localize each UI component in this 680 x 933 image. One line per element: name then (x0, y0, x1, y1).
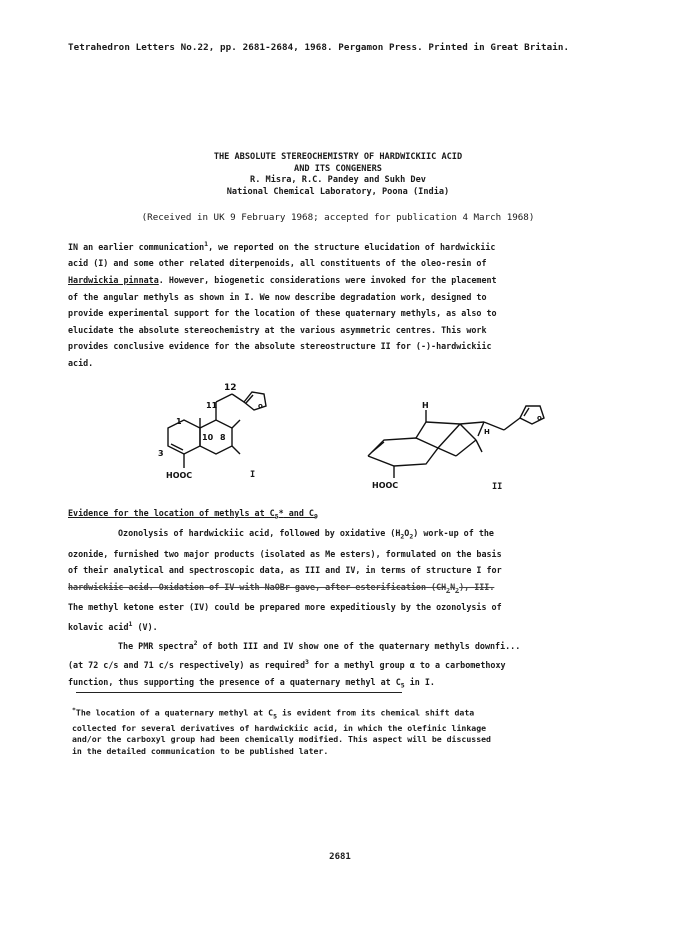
evidence-section: Evidence for the location of methyls at $C_5*$ and $C_9$ Ozonolysis of hardwickiic acid, followed by oxidative $(H_2O_2)$ work-up of the ozonide, furnished two major products (isolated as Me esters), formulated on the basis of their analytical and spectroscopic data, as III and IV, in terms of structure I for hardwickiic acid. Oxidation of IV with NaOBr gave, after esterification $(CH_2N_2)$, III. The methyl ketone ester (IV) could be prepared more expeditiously by the ozonolysis of kolavic acid$^1$ (V). The PMR spectra$^2$ of both III and IV show one of the quaternary methyls downfi... (at 72 c/s and 71 c/s respectively) as required$^3$ for a methyl group α to a carbomethoxy function, thus supporting the presence of a quaternary methyl at $C_5$ in I. (68, 505, 613, 694)
intro-paragraph: IN an earlier communication$^1$, we reported on the structure elucidation of hardwickiic acid (I) and some other related diterpenoids, all constituents of the oleo-resin of Hardwickia pinnata. However, biogenetic considerations were invoked for the placement of the angular methyls as shown in I. We now describe degradation work, designed to provide experimental support for the location of these quaternary methyls, as also to elucidate the absolute stereochemistry at the various asymmetric centres. This work provides conclusive evidence for the absolute stereostructure II for (-)-hardwickiic acid. (68, 240, 497, 368)
affiliation: National Chemical Laboratory, Poona (India) (226, 186, 450, 197)
numeral-1: 1 (176, 417, 182, 426)
footnote-divider (76, 692, 402, 693)
article-title-line-1: THE ABSOLUTE STEREOCHEMISTRY OF HARDWICKIIC ACID (213, 152, 463, 162)
numeral-11: 11 (206, 401, 218, 410)
species-name: Hardwickia pinnata (68, 274, 159, 285)
authors: R. Misra, R.C. Pandey and Sukh Dev (250, 175, 426, 186)
title-block (68, 152, 608, 198)
structure-II-h-top: H (422, 401, 429, 410)
numeral-12: 12 (224, 383, 237, 393)
structure-II-h-right: H (484, 428, 490, 436)
received-dates: (Received in UK 9 February 1968; accepted for publication 4 March 1968) (141, 212, 535, 223)
footnote: *The location of a quaternary methyl at $C_5$ is evident from its chemical shift data collected for several derivatives of hardwickiic acid, in which the olefinic linkage and/or the carboxyl group had been chemically modified. This aspect will be discussed in the detailed communication to be published later. (72, 706, 491, 756)
numeral-10: 10 (202, 433, 214, 442)
journal-header: Tetrahedron Letters No.22, pp. 2681-2684, 1968. Pergamon Press. Printed in Great Britain. (68, 42, 570, 53)
structure-II-diagram (354, 394, 570, 494)
svg-text:o: o (537, 414, 542, 422)
structure-I-diagram (140, 378, 300, 498)
article-title-line-2: AND ITS CONGENERS (294, 163, 382, 174)
structure-I-cooh: HOOC (166, 471, 193, 480)
page-number: 2681 (329, 852, 351, 862)
structure-II-label: II (492, 482, 503, 492)
section-heading: Evidence for the location of methyls at $C_5*$ and $C_9$ (68, 508, 318, 521)
structure-I-label: I (250, 470, 256, 480)
numeral-8: 8 (220, 433, 226, 442)
numeral-3: 3 (158, 449, 164, 458)
structure-II-cooh: HOOC (372, 481, 399, 490)
svg-text:o: o (258, 402, 263, 410)
